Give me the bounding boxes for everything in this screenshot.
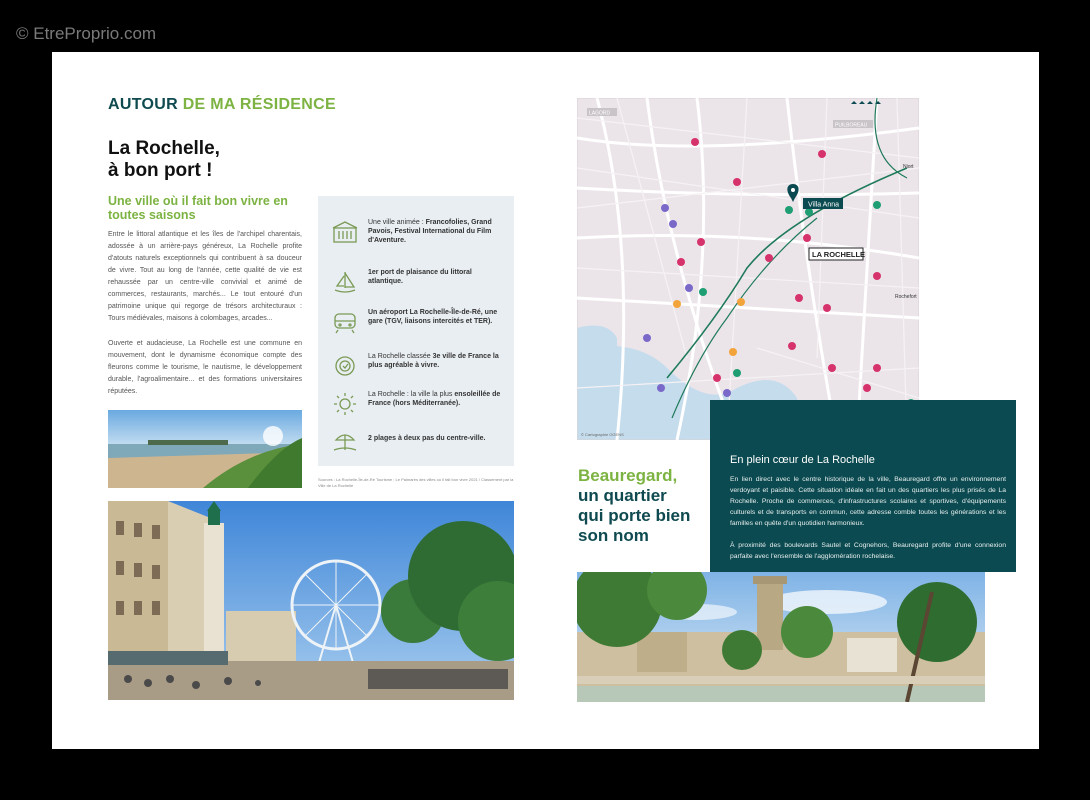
highlight-text-a: La Rochelle classée	[368, 353, 433, 360]
neighborhood-title-line1: Beauregard,	[578, 466, 678, 485]
highlight-text-b: Francofolies, Grand Pavois, Festival International du Film d'Aventure.	[368, 219, 492, 244]
neighborhood-title	[578, 466, 718, 546]
highlight-item	[332, 308, 510, 344]
highlight-item	[332, 390, 510, 426]
highlight-text-b: 2 plages à deux pas du centre-ville.	[368, 435, 486, 442]
heading-part2: DE MA RÉSIDENCE	[182, 96, 336, 113]
brochure-spread	[52, 52, 1039, 749]
neighborhood-title-line2: un quartier	[578, 486, 667, 505]
highlight-text-a: La Rochelle : la ville la plus	[368, 391, 455, 398]
towers-photo	[577, 572, 985, 702]
section-heading	[108, 96, 336, 114]
highlight-item	[332, 218, 510, 254]
neighborhood-title-line4: son nom	[578, 526, 649, 545]
sailboat-icon	[332, 270, 358, 294]
footnote: Sources : La Rochelle-Île-de-Ré Tourisme ; Le Palmarès des villes où il fait bon vivre 2021 / Classement par la Ville de La Rochelle	[318, 477, 514, 488]
city-label: LA ROCHELLE	[812, 250, 866, 259]
old-port-photo	[108, 501, 514, 700]
heading-part1: AUTOUR	[108, 96, 178, 113]
puilboreau-label: PUILBOREAU	[835, 122, 868, 129]
highlight-text-b: Un aéroport La Rochelle-Île-de-Ré, une gare (TGV, liaisons intercités et TER).	[368, 309, 498, 325]
highlights-box	[318, 196, 514, 466]
neighborhood-title-line3: qui porte bien	[578, 506, 691, 525]
sun-icon	[332, 392, 358, 416]
title-line1: La Rochelle,	[108, 138, 220, 159]
location-connection-paragraph: À proximité des boulevards Sautel et Cognehors, Beauregard profite d'une connexion parfaite avec l'ensemble de l'agglomération rochelaise.	[730, 542, 1006, 560]
highlight-item	[332, 428, 510, 464]
subtitle: Une ville où il fait bon vivre en toutes saisons	[108, 194, 288, 222]
lagord-label: LAGORD	[589, 110, 611, 117]
location-description-title: En plein cœur de La Rochelle	[730, 454, 875, 466]
page-title	[108, 138, 308, 182]
highlight-text-b: 1er port de plaisance du littoral atlantique.	[368, 269, 472, 285]
location-description-paragraph: En lien direct avec le centre historique de la ville, Beauregard offre un environnement verdoyant et paisible. Cette situation idéale en fait un des quartiers les plus prisés de La Rochelle. Proche de commerces, d'infrastructures scolaires et sportives, d'équipements culturels et de transports en commun, cette adresse comble toutes les générations et les familles en quête d'un quotidien harmonieux.	[730, 476, 1006, 527]
highlight-item	[332, 352, 510, 388]
watermark: © EtreProprio.com	[16, 24, 157, 43]
intro-paragraph: Entre le littoral atlantique et les îles de l'archipel charentais, adossée à un arrière-pays généreux, La Rochelle profite d'atouts naturels exceptionnels qui contribuent à sa douceur de vivre. Tout au long de l'année, cette qualité de vie est rehaussée par un centre-ville convivial et animé de commerces, restaurants, marchés... Le tout entouré d'un patrimoine unique qui regorge de trésors architecturaux : Tours médiévales, maisons à colombages, arcades...	[108, 231, 302, 322]
award-icon	[332, 354, 358, 378]
rochefort-label: Rochefort	[895, 294, 917, 300]
map-copyright: © Cartographie OGENS	[581, 432, 624, 437]
location-description-box	[710, 400, 1016, 572]
economy-paragraph: Ouverte et audacieuse, La Rochelle est une commune en mouvement, dont le dynamisme économique compte des fleurons comme le tourisme, le nautisme, le développement durable, l'agroalimentaire... et des formations universitaires réputées.	[108, 340, 302, 395]
building-icon	[332, 220, 358, 244]
location-map	[577, 98, 919, 440]
train-icon	[332, 310, 358, 334]
niort-label: Niort	[903, 164, 914, 170]
villa-label: Villa Anna	[808, 201, 840, 209]
highlight-item	[332, 268, 510, 304]
beach-photo	[108, 410, 302, 488]
title-line2: à bon port !	[108, 160, 213, 181]
highlight-text-b: 3e ville de France la plus agréable à vivre.	[368, 353, 499, 369]
highlight-text-a: Une ville animée :	[368, 219, 426, 226]
beach-icon	[332, 430, 358, 454]
highlight-text-b: ensoleillée de France (hors Méditerranée).	[368, 391, 501, 407]
